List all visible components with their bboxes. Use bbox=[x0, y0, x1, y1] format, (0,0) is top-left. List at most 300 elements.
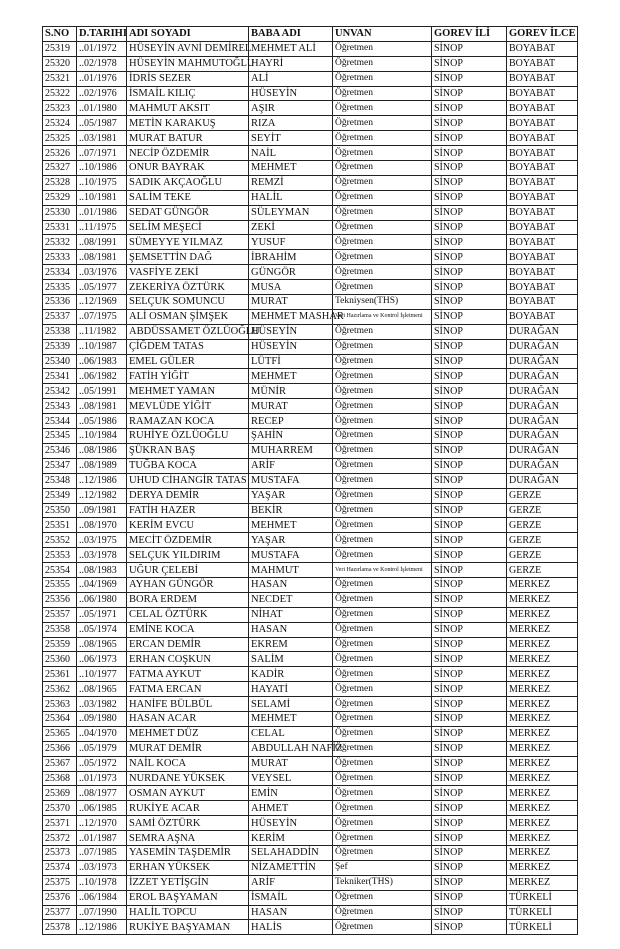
cell-father-name: GÜNGÖR bbox=[249, 265, 333, 280]
cell-title: Öğretmen bbox=[333, 161, 432, 176]
cell-district: GERZE bbox=[507, 563, 578, 578]
cell-father-name: NECDET bbox=[249, 592, 333, 607]
cell-province: SİNOP bbox=[432, 622, 507, 637]
cell-title: Öğretmen bbox=[333, 399, 432, 414]
cell-birth-date: ..05/1979 bbox=[77, 741, 127, 756]
cell-father-name: MAHMUT bbox=[249, 563, 333, 578]
cell-province: SİNOP bbox=[432, 220, 507, 235]
cell-title: Veri Hazırlama ve Kontrol İşletmeni bbox=[333, 309, 432, 324]
cell-birth-date: ..08/1981 bbox=[77, 399, 127, 414]
cell-sno: 25374 bbox=[43, 860, 77, 875]
cell-sno: 25348 bbox=[43, 473, 77, 488]
cell-birth-date: ..08/1986 bbox=[77, 443, 127, 458]
cell-birth-date: ..06/1973 bbox=[77, 652, 127, 667]
header-district: GOREV İLCE bbox=[507, 27, 578, 42]
cell-full-name: YASEMİN TAŞDEMİR bbox=[127, 845, 249, 860]
table-row bbox=[43, 116, 578, 131]
cell-birth-date: ..03/1982 bbox=[77, 697, 127, 712]
cell-father-name: LÜTFİ bbox=[249, 354, 333, 369]
cell-birth-date: ..07/1971 bbox=[77, 146, 127, 161]
cell-full-name: ERHAN YÜKSEK bbox=[127, 860, 249, 875]
cell-district: BOYABAT bbox=[507, 280, 578, 295]
cell-district: GERZE bbox=[507, 548, 578, 563]
table-row bbox=[43, 175, 578, 190]
cell-sno: 25369 bbox=[43, 786, 77, 801]
cell-father-name: SELAMİ bbox=[249, 697, 333, 712]
table-row bbox=[43, 890, 578, 905]
cell-province: SİNOP bbox=[432, 146, 507, 161]
header-sno: S.NO bbox=[43, 27, 77, 42]
table-row bbox=[43, 697, 578, 712]
cell-title: Öğretmen bbox=[333, 622, 432, 637]
cell-father-name: VEYSEL bbox=[249, 771, 333, 786]
cell-father-name: NAİL bbox=[249, 146, 333, 161]
cell-father-name: NİZAMETTİN bbox=[249, 860, 333, 875]
cell-title: Öğretmen bbox=[333, 324, 432, 339]
cell-title: Öğretmen bbox=[333, 711, 432, 726]
cell-district: MERKEZ bbox=[507, 652, 578, 667]
cell-full-name: SADIK AKÇAOĞLU bbox=[127, 175, 249, 190]
cell-sno: 25330 bbox=[43, 205, 77, 220]
cell-province: SİNOP bbox=[432, 503, 507, 518]
table-row bbox=[43, 592, 578, 607]
cell-birth-date: ..03/1975 bbox=[77, 533, 127, 548]
table-row bbox=[43, 235, 578, 250]
cell-father-name: MUSTAFA bbox=[249, 548, 333, 563]
cell-father-name: HASAN bbox=[249, 905, 333, 920]
cell-district: MERKEZ bbox=[507, 682, 578, 697]
cell-province: SİNOP bbox=[432, 414, 507, 429]
table-row bbox=[43, 41, 578, 56]
cell-full-name: HASAN ACAR bbox=[127, 711, 249, 726]
cell-birth-date: ..10/1986 bbox=[77, 161, 127, 176]
cell-district: MERKEZ bbox=[507, 860, 578, 875]
cell-father-name: YAŞAR bbox=[249, 488, 333, 503]
cell-father-name: HÜSEYİN bbox=[249, 86, 333, 101]
cell-district: MERKEZ bbox=[507, 577, 578, 592]
cell-father-name: MUHARREM bbox=[249, 443, 333, 458]
cell-birth-date: ..02/1976 bbox=[77, 86, 127, 101]
cell-father-name: MUSTAFA bbox=[249, 473, 333, 488]
cell-father-name: ARİF bbox=[249, 458, 333, 473]
cell-birth-date: ..12/1982 bbox=[77, 488, 127, 503]
table-row bbox=[43, 816, 578, 831]
cell-district: GERZE bbox=[507, 488, 578, 503]
cell-district: MERKEZ bbox=[507, 845, 578, 860]
table-body bbox=[43, 41, 578, 934]
cell-birth-date: ..02/1978 bbox=[77, 56, 127, 71]
cell-province: SİNOP bbox=[432, 637, 507, 652]
cell-title: Öğretmen bbox=[333, 339, 432, 354]
cell-full-name: İDRİS SEZER bbox=[127, 71, 249, 86]
cell-father-name: İBRAHİM bbox=[249, 250, 333, 265]
cell-title: Öğretmen bbox=[333, 890, 432, 905]
table-row bbox=[43, 831, 578, 846]
cell-full-name: RUKİYE ACAR bbox=[127, 801, 249, 816]
cell-district: TÜRKELİ bbox=[507, 920, 578, 935]
cell-title: Öğretmen bbox=[333, 607, 432, 622]
cell-title: Öğretmen bbox=[333, 577, 432, 592]
table-row bbox=[43, 756, 578, 771]
cell-title: Öğretmen bbox=[333, 682, 432, 697]
cell-district: MERKEZ bbox=[507, 726, 578, 741]
cell-district: BOYABAT bbox=[507, 86, 578, 101]
cell-birth-date: ..10/1977 bbox=[77, 667, 127, 682]
cell-sno: 25334 bbox=[43, 265, 77, 280]
cell-title: Öğretmen bbox=[333, 771, 432, 786]
cell-full-name: OSMAN AYKUT bbox=[127, 786, 249, 801]
cell-sno: 25325 bbox=[43, 131, 77, 146]
cell-full-name: RAMAZAN KOCA bbox=[127, 414, 249, 429]
cell-province: SİNOP bbox=[432, 801, 507, 816]
cell-full-name: SEMRA AŞNA bbox=[127, 831, 249, 846]
cell-title: Öğretmen bbox=[333, 146, 432, 161]
cell-birth-date: ..11/1975 bbox=[77, 220, 127, 235]
cell-sno: 25346 bbox=[43, 443, 77, 458]
cell-full-name: İZZET YETİŞGİN bbox=[127, 875, 249, 890]
cell-father-name: ALİ bbox=[249, 71, 333, 86]
cell-title: Öğretmen bbox=[333, 533, 432, 548]
cell-title: Tekniker(THS) bbox=[333, 875, 432, 890]
cell-full-name: ŞÜKRAN BAŞ bbox=[127, 443, 249, 458]
cell-father-name: KADİR bbox=[249, 667, 333, 682]
table-row bbox=[43, 533, 578, 548]
cell-birth-date: ..03/1981 bbox=[77, 131, 127, 146]
cell-province: SİNOP bbox=[432, 860, 507, 875]
cell-birth-date: ..08/1983 bbox=[77, 563, 127, 578]
header-province: GOREV İLİ bbox=[432, 27, 507, 42]
cell-full-name: SEDAT GÜNGÖR bbox=[127, 205, 249, 220]
table-row bbox=[43, 101, 578, 116]
cell-full-name: NAİL KOCA bbox=[127, 756, 249, 771]
table-row bbox=[43, 488, 578, 503]
cell-district: TÜRKELİ bbox=[507, 905, 578, 920]
cell-birth-date: ..06/1983 bbox=[77, 354, 127, 369]
cell-birth-date: ..10/1987 bbox=[77, 339, 127, 354]
cell-full-name: METİN KARAKUŞ bbox=[127, 116, 249, 131]
cell-full-name: FATİH YİĞİT bbox=[127, 369, 249, 384]
cell-father-name: SALİM bbox=[249, 652, 333, 667]
cell-district: BOYABAT bbox=[507, 220, 578, 235]
cell-district: MERKEZ bbox=[507, 741, 578, 756]
cell-birth-date: ..12/1969 bbox=[77, 295, 127, 310]
cell-province: SİNOP bbox=[432, 831, 507, 846]
cell-full-name: VASFİYE ZEKİ bbox=[127, 265, 249, 280]
cell-father-name: MURAT bbox=[249, 399, 333, 414]
table-row bbox=[43, 860, 578, 875]
cell-full-name: EMEL GÜLER bbox=[127, 354, 249, 369]
table-row bbox=[43, 920, 578, 935]
cell-full-name: SELİM MEŞECİ bbox=[127, 220, 249, 235]
cell-full-name: SELÇUK SOMUNCU bbox=[127, 295, 249, 310]
cell-birth-date: ..08/1977 bbox=[77, 786, 127, 801]
table-row bbox=[43, 682, 578, 697]
table-row bbox=[43, 131, 578, 146]
cell-birth-date: ..04/1970 bbox=[77, 726, 127, 741]
cell-birth-date: ..12/1986 bbox=[77, 473, 127, 488]
cell-father-name: KERİM bbox=[249, 831, 333, 846]
cell-father-name: ZEKİ bbox=[249, 220, 333, 235]
cell-father-name: ABDULLAH NAFİZ bbox=[249, 741, 333, 756]
cell-province: SİNOP bbox=[432, 384, 507, 399]
cell-full-name: MEHMET DÜZ bbox=[127, 726, 249, 741]
cell-province: SİNOP bbox=[432, 429, 507, 444]
cell-sno: 25363 bbox=[43, 697, 77, 712]
cell-father-name: ARİF bbox=[249, 875, 333, 890]
table-row bbox=[43, 801, 578, 816]
cell-title: Öğretmen bbox=[333, 920, 432, 935]
cell-sno: 25323 bbox=[43, 101, 77, 116]
cell-sno: 25368 bbox=[43, 771, 77, 786]
cell-province: SİNOP bbox=[432, 756, 507, 771]
cell-sno: 25349 bbox=[43, 488, 77, 503]
cell-father-name: MEHMET bbox=[249, 518, 333, 533]
cell-title: Veri Hazırlama ve Kontrol İşletmeni bbox=[333, 563, 432, 578]
cell-title: Öğretmen bbox=[333, 280, 432, 295]
cell-title: Öğretmen bbox=[333, 831, 432, 846]
cell-district: DURAĞAN bbox=[507, 339, 578, 354]
cell-sno: 25320 bbox=[43, 56, 77, 71]
cell-province: SİNOP bbox=[432, 235, 507, 250]
cell-full-name: ALİ OSMAN ŞİMŞEK bbox=[127, 309, 249, 324]
cell-father-name: HAYATİ bbox=[249, 682, 333, 697]
table-row bbox=[43, 339, 578, 354]
cell-title: Öğretmen bbox=[333, 429, 432, 444]
cell-father-name: MÜNİR bbox=[249, 384, 333, 399]
table-row bbox=[43, 384, 578, 399]
cell-sno: 25350 bbox=[43, 503, 77, 518]
cell-father-name: AHMET bbox=[249, 801, 333, 816]
cell-title: Öğretmen bbox=[333, 443, 432, 458]
cell-sno: 25345 bbox=[43, 429, 77, 444]
cell-father-name: ŞAHİN bbox=[249, 429, 333, 444]
cell-birth-date: ..09/1980 bbox=[77, 711, 127, 726]
cell-title: Öğretmen bbox=[333, 86, 432, 101]
cell-district: BOYABAT bbox=[507, 56, 578, 71]
cell-province: SİNOP bbox=[432, 786, 507, 801]
cell-district: DURAĞAN bbox=[507, 443, 578, 458]
cell-sno: 25375 bbox=[43, 875, 77, 890]
cell-province: SİNOP bbox=[432, 667, 507, 682]
cell-full-name: HANİFE BÜLBÜL bbox=[127, 697, 249, 712]
cell-province: SİNOP bbox=[432, 905, 507, 920]
cell-sno: 25357 bbox=[43, 607, 77, 622]
cell-title: Öğretmen bbox=[333, 548, 432, 563]
cell-title: Öğretmen bbox=[333, 101, 432, 116]
table-row bbox=[43, 220, 578, 235]
cell-sno: 25371 bbox=[43, 816, 77, 831]
cell-province: SİNOP bbox=[432, 131, 507, 146]
cell-full-name: FATMA ERCAN bbox=[127, 682, 249, 697]
table-row bbox=[43, 711, 578, 726]
cell-province: SİNOP bbox=[432, 563, 507, 578]
cell-title: Öğretmen bbox=[333, 235, 432, 250]
cell-province: SİNOP bbox=[432, 354, 507, 369]
cell-title: Öğretmen bbox=[333, 801, 432, 816]
cell-sno: 25359 bbox=[43, 637, 77, 652]
cell-title: Öğretmen bbox=[333, 71, 432, 86]
cell-province: SİNOP bbox=[432, 771, 507, 786]
cell-sno: 25354 bbox=[43, 563, 77, 578]
cell-sno: 25378 bbox=[43, 920, 77, 935]
cell-sno: 25373 bbox=[43, 845, 77, 860]
cell-father-name: HÜSEYİN bbox=[249, 324, 333, 339]
cell-title: Öğretmen bbox=[333, 56, 432, 71]
table-row bbox=[43, 503, 578, 518]
cell-district: BOYABAT bbox=[507, 309, 578, 324]
table-row bbox=[43, 146, 578, 161]
cell-father-name: HALİL bbox=[249, 190, 333, 205]
cell-province: SİNOP bbox=[432, 86, 507, 101]
cell-full-name: AYHAN GÜNGÖR bbox=[127, 577, 249, 592]
table-row bbox=[43, 622, 578, 637]
cell-sno: 25337 bbox=[43, 309, 77, 324]
cell-province: SİNOP bbox=[432, 56, 507, 71]
cell-sno: 25324 bbox=[43, 116, 77, 131]
cell-full-name: EMİNE KOCA bbox=[127, 622, 249, 637]
cell-birth-date: ..01/1972 bbox=[77, 41, 127, 56]
cell-district: BOYABAT bbox=[507, 41, 578, 56]
cell-birth-date: ..08/1989 bbox=[77, 458, 127, 473]
cell-province: SİNOP bbox=[432, 399, 507, 414]
cell-father-name: HASAN bbox=[249, 577, 333, 592]
table-row bbox=[43, 652, 578, 667]
cell-birth-date: ..07/1985 bbox=[77, 845, 127, 860]
cell-sno: 25356 bbox=[43, 592, 77, 607]
cell-birth-date: ..01/1980 bbox=[77, 101, 127, 116]
header-father-name: BABA ADI bbox=[249, 27, 333, 42]
cell-province: SİNOP bbox=[432, 682, 507, 697]
cell-father-name: MEHMET MASHAR bbox=[249, 309, 333, 324]
cell-birth-date: ..11/1982 bbox=[77, 324, 127, 339]
cell-province: SİNOP bbox=[432, 458, 507, 473]
cell-title: Öğretmen bbox=[333, 592, 432, 607]
cell-father-name: YUSUF bbox=[249, 235, 333, 250]
cell-province: SİNOP bbox=[432, 190, 507, 205]
cell-title: Öğretmen bbox=[333, 667, 432, 682]
cell-full-name: EROL BAŞYAMAN bbox=[127, 890, 249, 905]
cell-full-name: HALİL TOPCU bbox=[127, 905, 249, 920]
cell-district: DURAĞAN bbox=[507, 369, 578, 384]
cell-title: Öğretmen bbox=[333, 250, 432, 265]
cell-province: SİNOP bbox=[432, 726, 507, 741]
cell-district: MERKEZ bbox=[507, 786, 578, 801]
cell-district: MERKEZ bbox=[507, 816, 578, 831]
cell-birth-date: ..10/1981 bbox=[77, 190, 127, 205]
cell-province: SİNOP bbox=[432, 845, 507, 860]
cell-sno: 25367 bbox=[43, 756, 77, 771]
cell-district: MERKEZ bbox=[507, 622, 578, 637]
cell-title: Öğretmen bbox=[333, 697, 432, 712]
cell-province: SİNOP bbox=[432, 280, 507, 295]
cell-father-name: MEHMET bbox=[249, 369, 333, 384]
cell-full-name: MURAT BATUR bbox=[127, 131, 249, 146]
cell-full-name: MECİT ÖZDEMİR bbox=[127, 533, 249, 548]
cell-birth-date: ..05/1972 bbox=[77, 756, 127, 771]
cell-district: BOYABAT bbox=[507, 190, 578, 205]
table-header-row bbox=[43, 27, 578, 42]
cell-full-name: SELÇUK YILDIRIM bbox=[127, 548, 249, 563]
cell-sno: 25351 bbox=[43, 518, 77, 533]
cell-title: Öğretmen bbox=[333, 369, 432, 384]
cell-district: DURAĞAN bbox=[507, 473, 578, 488]
cell-sno: 25370 bbox=[43, 801, 77, 816]
table-row bbox=[43, 86, 578, 101]
cell-full-name: ONUR BAYRAK bbox=[127, 161, 249, 176]
cell-province: SİNOP bbox=[432, 324, 507, 339]
cell-sno: 25376 bbox=[43, 890, 77, 905]
cell-province: SİNOP bbox=[432, 875, 507, 890]
cell-title: Öğretmen bbox=[333, 905, 432, 920]
cell-province: SİNOP bbox=[432, 548, 507, 563]
cell-full-name: FATMA AYKUT bbox=[127, 667, 249, 682]
cell-full-name: RUHİYE ÖZLÜOĞLU bbox=[127, 429, 249, 444]
cell-district: BOYABAT bbox=[507, 161, 578, 176]
cell-title: Öğretmen bbox=[333, 845, 432, 860]
cell-full-name: MAHMUT AKSIT bbox=[127, 101, 249, 116]
cell-full-name: SAMİ ÖZTÜRK bbox=[127, 816, 249, 831]
document-page bbox=[42, 26, 578, 935]
cell-province: SİNOP bbox=[432, 518, 507, 533]
cell-father-name: CELAL bbox=[249, 726, 333, 741]
cell-full-name: NURDANE YÜKSEK bbox=[127, 771, 249, 786]
cell-province: SİNOP bbox=[432, 116, 507, 131]
cell-district: DURAĞAN bbox=[507, 354, 578, 369]
cell-father-name: HALİS bbox=[249, 920, 333, 935]
cell-title: Öğretmen bbox=[333, 473, 432, 488]
cell-title: Tekniysen(THS) bbox=[333, 295, 432, 310]
cell-province: SİNOP bbox=[432, 652, 507, 667]
cell-sno: 25344 bbox=[43, 414, 77, 429]
cell-district: BOYABAT bbox=[507, 146, 578, 161]
cell-birth-date: ..08/1970 bbox=[77, 518, 127, 533]
cell-birth-date: ..01/1976 bbox=[77, 71, 127, 86]
cell-sno: 25358 bbox=[43, 622, 77, 637]
cell-district: MERKEZ bbox=[507, 801, 578, 816]
cell-district: DURAĞAN bbox=[507, 414, 578, 429]
cell-father-name: NİHAT bbox=[249, 607, 333, 622]
cell-province: SİNOP bbox=[432, 265, 507, 280]
cell-title: Öğretmen bbox=[333, 637, 432, 652]
cell-district: DURAĞAN bbox=[507, 458, 578, 473]
cell-title: Öğretmen bbox=[333, 205, 432, 220]
cell-district: BOYABAT bbox=[507, 131, 578, 146]
cell-sno: 25364 bbox=[43, 711, 77, 726]
cell-province: SİNOP bbox=[432, 577, 507, 592]
cell-full-name: ERHAN COŞKUN bbox=[127, 652, 249, 667]
table-row bbox=[43, 458, 578, 473]
cell-father-name: HASAN bbox=[249, 622, 333, 637]
cell-birth-date: ..06/1980 bbox=[77, 592, 127, 607]
cell-district: MERKEZ bbox=[507, 711, 578, 726]
cell-district: MERKEZ bbox=[507, 771, 578, 786]
cell-district: BOYABAT bbox=[507, 235, 578, 250]
cell-birth-date: ..03/1973 bbox=[77, 860, 127, 875]
cell-full-name: RUKİYE BAŞYAMAN bbox=[127, 920, 249, 935]
personnel-table bbox=[42, 26, 578, 935]
cell-father-name: EKREM bbox=[249, 637, 333, 652]
table-row bbox=[43, 667, 578, 682]
cell-father-name: İSMAİL bbox=[249, 890, 333, 905]
cell-sno: 25340 bbox=[43, 354, 77, 369]
cell-father-name: RIZA bbox=[249, 116, 333, 131]
cell-full-name: BORA ERDEM bbox=[127, 592, 249, 607]
cell-full-name: NECİP ÖZDEMİR bbox=[127, 146, 249, 161]
cell-father-name: BEKİR bbox=[249, 503, 333, 518]
table-row bbox=[43, 637, 578, 652]
cell-birth-date: ..06/1985 bbox=[77, 801, 127, 816]
cell-title: Şef bbox=[333, 860, 432, 875]
